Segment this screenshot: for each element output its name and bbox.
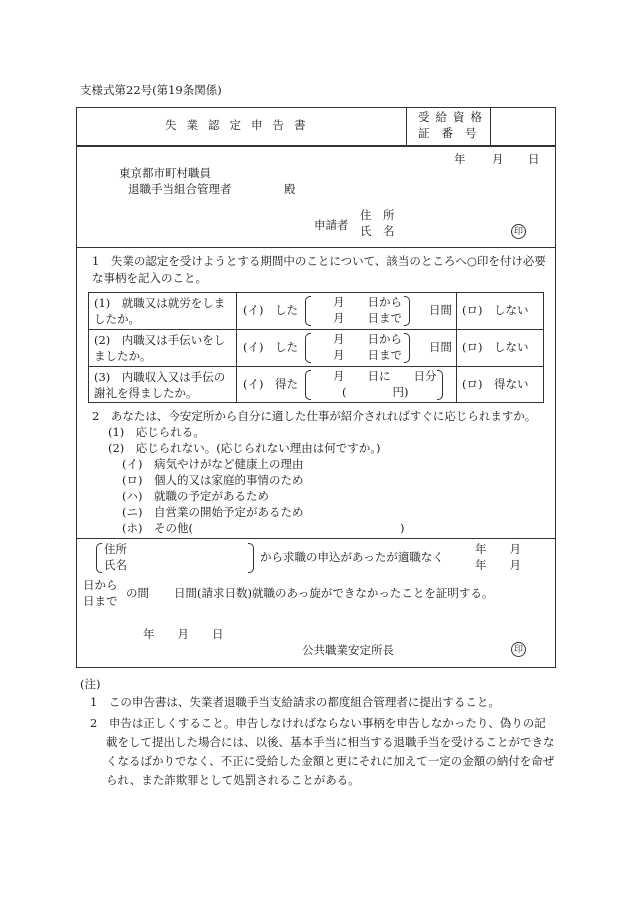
row2-from: 月 日から (333, 332, 402, 346)
date-month: 月 (492, 152, 504, 166)
addressee-honorific: 殿 (284, 182, 296, 196)
addressee-line-2: 退職手当組合管理者 (128, 182, 232, 196)
qualification-label: 受給資格 (418, 110, 488, 124)
question-2-answer-2: (2) 応じられない。(応じられない理由は何ですか。) (108, 441, 381, 455)
cert-year-month-2: 年 月 (475, 558, 521, 572)
table-col-divider (236, 292, 237, 403)
cert-year-month-1: 年 月 (475, 542, 521, 556)
cert-period-label: の間 (126, 586, 149, 600)
bracket-right (437, 370, 443, 400)
reason-item: (イ) 病気やけがなど健康上の理由 (122, 457, 304, 471)
section-divider (76, 538, 556, 539)
row2-option-i: (イ) した (243, 340, 298, 354)
page-title: 失業認定申告書 (165, 118, 316, 132)
row1-question: (1) 就職又は就労をしましたか。 (94, 296, 226, 326)
applicant-label: 申請者 (314, 218, 349, 232)
note-item: 1 この申告書は、失業者退職手当支給請求の都度組合管理者に提出すること。 (90, 695, 500, 709)
date-day: 日 (528, 152, 540, 166)
applicant-name-label: 氏 名 (360, 224, 395, 238)
bracket-right (404, 296, 410, 326)
cert-from-label: 日から (83, 578, 118, 592)
notes-header: (注) (80, 677, 101, 691)
date-year: 年 (454, 152, 466, 166)
instruction-1: 1 失業の認定を受けようとする期間中のことについて、該当のところへ○印を付け必要な事柄を記入のこと。 (92, 254, 546, 285)
reason-item: (ニ) 自営業の開始予定があるため (122, 505, 304, 519)
row3-amount: ( 円) (342, 385, 409, 399)
qualification-label-2: 証番号 (418, 126, 489, 140)
applicant-address-label: 住 所 (360, 208, 395, 222)
seal-icon: 印 (511, 224, 526, 239)
divider (406, 107, 407, 146)
bracket-left (305, 370, 311, 400)
bracket-left (305, 333, 311, 363)
form-id: 支様式第22号(第19条関係) (80, 83, 222, 97)
cert-address-label: 住所 (104, 542, 127, 556)
bracket-left (305, 296, 311, 326)
cert-phrase: から求職の申込があったが適職なく (260, 550, 444, 564)
row1-days-suffix: 日間 (429, 303, 452, 317)
question-2-answer-1: (1) 応じられる。 (108, 425, 205, 439)
row3-option-ro: (ロ) 得ない (462, 377, 529, 391)
bracket-right (404, 333, 410, 363)
row1-option-ro: (ロ) しない (462, 303, 529, 317)
divider (490, 107, 491, 146)
table-row-divider (88, 366, 544, 367)
cert-to-label: 日まで (83, 594, 118, 608)
reason-item: (ロ) 個人的又は家庭的事情のため (122, 473, 304, 487)
reason-item: (ハ) 就職の予定があるため (122, 489, 269, 503)
reason-item: (ホ) その他( ) (122, 521, 405, 535)
row1-from: 月 日から (333, 295, 402, 309)
cert-body-text: 日間(請求日数)就職のあっ旋ができなかったことを証明する。 (174, 586, 494, 600)
row2-days-suffix: 日間 (429, 340, 452, 354)
cert-date: 年 月 日 (143, 627, 224, 641)
cert-office: 公共職業安定所長 (302, 643, 394, 657)
note-item: 2 申告は正しくすること。申告しなければならない事柄を申告しなかったり、偽りの記載をして提出した場合には、以後、基本手当に相当する退職手当を受けることができなくなるばかりでなく、不正に受給した金額と更にそれに加えて一定の金額の納付を命ぜられ、また詐欺罪として処罰されることがある。 (90, 716, 555, 787)
row2-question: (2) 内職又は手伝いをしましたか。 (94, 333, 226, 363)
section-divider (76, 247, 556, 248)
addressee-line-1: 東京都市町村職員 (119, 166, 211, 180)
row2-option-ro: (ロ) しない (462, 340, 529, 354)
row2-to: 月 日まで (333, 348, 402, 362)
row1-option-i: (イ) した (243, 303, 298, 317)
bracket-right (248, 543, 254, 573)
row1-to: 月 日まで (333, 311, 402, 325)
row3-option-i: (イ) 得た (243, 377, 298, 391)
row3-days: 月 日に 日分 (333, 369, 437, 383)
row3-question: (3) 内職収入又は手伝の謝礼を得ましたか。 (94, 370, 226, 400)
seal-icon: 印 (511, 642, 526, 657)
table-col-divider (456, 292, 457, 403)
table-row-divider (88, 329, 544, 330)
bracket-left (96, 543, 102, 573)
cert-name-label: 氏名 (104, 558, 127, 572)
question-2: 2 あなたは、今安定所から自分に適した仕事が紹介されればすぐに応じられますか。 (92, 409, 537, 423)
